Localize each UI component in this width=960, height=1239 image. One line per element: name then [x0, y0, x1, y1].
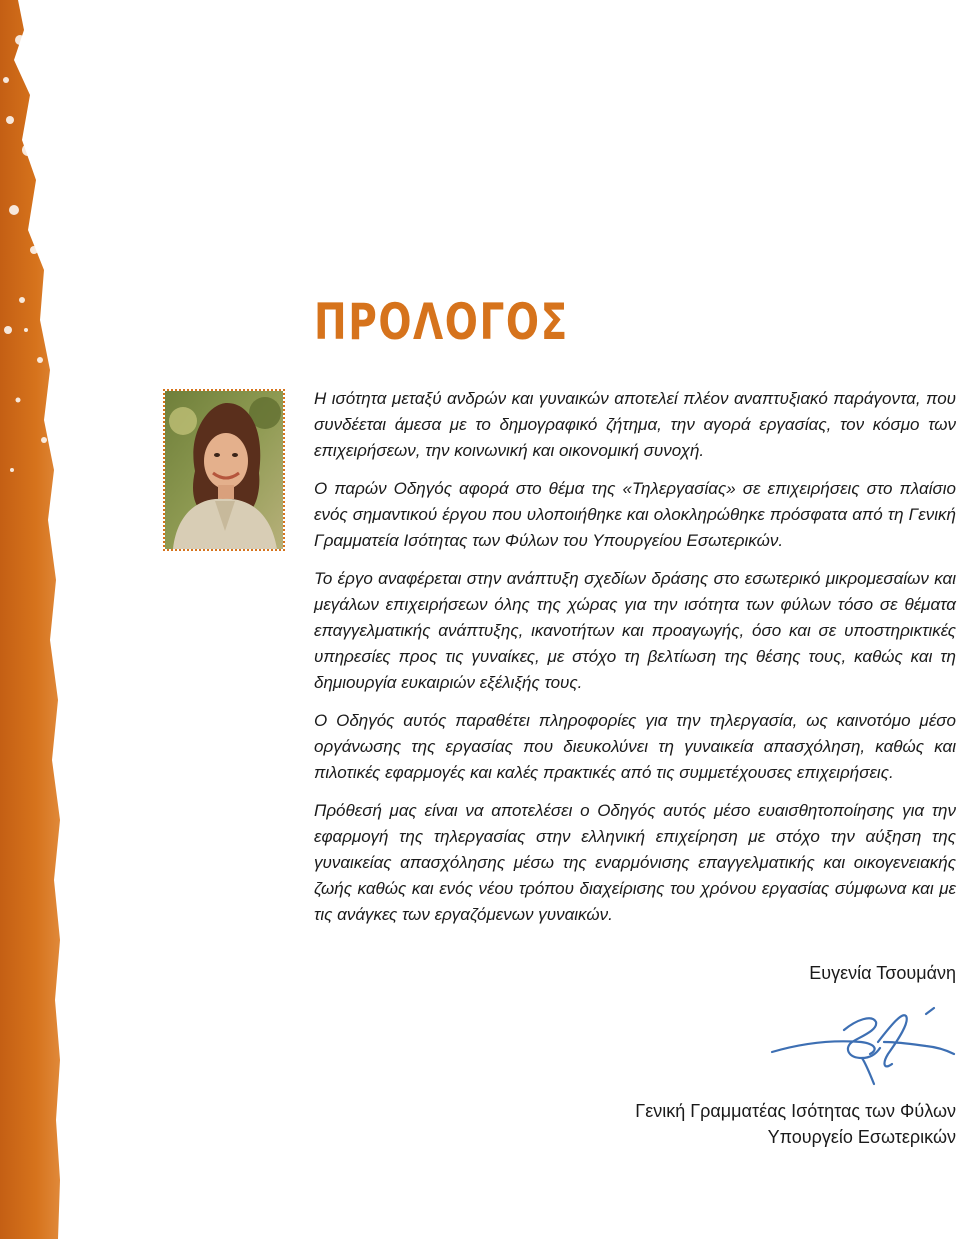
signoff-block — [536, 960, 956, 1150]
paragraph: Ο παρών Οδηγός αφορά στο θέμα της «Τηλεργασίας» σε επιχειρήσεις στο πλαίσιο ενός σημαντικού έργου που υλοποιήθηκε και ολοκληρώθηκε πρόσφατα από τη Γενική Γραμματεία Ισότητας των Φύλων του Υπουργείου Εσωτερικών. — [314, 479, 956, 550]
paragraph: Το έργο αναφέρεται στην ανάπτυξη σχεδίων δράσης στο εσωτερικό μικρομεσαίων και μεγάλων επιχειρήσεων όλης της χώρας για την ισότητα των φύλων τόσο σε θέματα επαγγελματικής ανάπτυξης, ικανοτήτων και προαγωγής, όσο και σε υποστηρικτικές υπηρεσίες προς τις γυναίκες, με στόχο τη βελτίωση της θέσης τους, καθώς και τη δημιουργία ευκαιριών εξέλιξής τους. — [314, 569, 956, 692]
page-title: ΠΡΟΛΟΓΟΣ — [314, 293, 569, 351]
foreword-body — [314, 386, 956, 940]
paragraph: Πρόθεσή μας είναι να αποτελέσει ο Οδηγός αυτός μέσο ευαισθητοποίησης για την εφαρμογή της τηλεργασίας στην ελληνική επιχείρηση με στόχο την αύξηση της γυναικείας απασχόλησης μέσω της εναρμόνισης επαγγελματικής και οικογενειακής ζωής καθώς και ενός νέου τρόπου διαχείρισης του χρόνου εργασίας σύμφωνα και με τις ανάγκες των εργαζόμενων γυναικών. — [314, 801, 956, 924]
handwritten-signature — [766, 1002, 956, 1088]
portrait-photo — [163, 389, 285, 551]
signatory-organization: Υπουργείο Εσωτερικών — [767, 1127, 956, 1147]
decorative-side-band — [0, 0, 62, 1239]
paragraph: Η ισότητα μεταξύ ανδρών και γυναικών αποτελεί πλέον αναπτυξιακό παράγοντα, που συνδέεται άμεσα με το δημογραφικό ζήτημα, την αγορά εργασίας, τον κόσμο των επιχειρήσεων, την κοινωνική και οικονομική συνοχή. — [314, 389, 956, 460]
signatory-title: Γενική Γραμματέας Ισότητας των Φύλων — [635, 1101, 956, 1121]
signatory-name: Ευγενία Τσουμάνη — [809, 963, 956, 983]
paragraph: Ο Οδηγός αυτός παραθέτει πληροφορίες για την τηλεργασία, ως καινοτόμο μέσο οργάνωσης της εργασίας που διευκολύνει τη γυναικεία απασχόληση, καθώς και πιλοτικές εφαρμογές και καλές πρακτικές από τις συμμετέχουσες επιχειρήσεις. — [314, 711, 956, 782]
